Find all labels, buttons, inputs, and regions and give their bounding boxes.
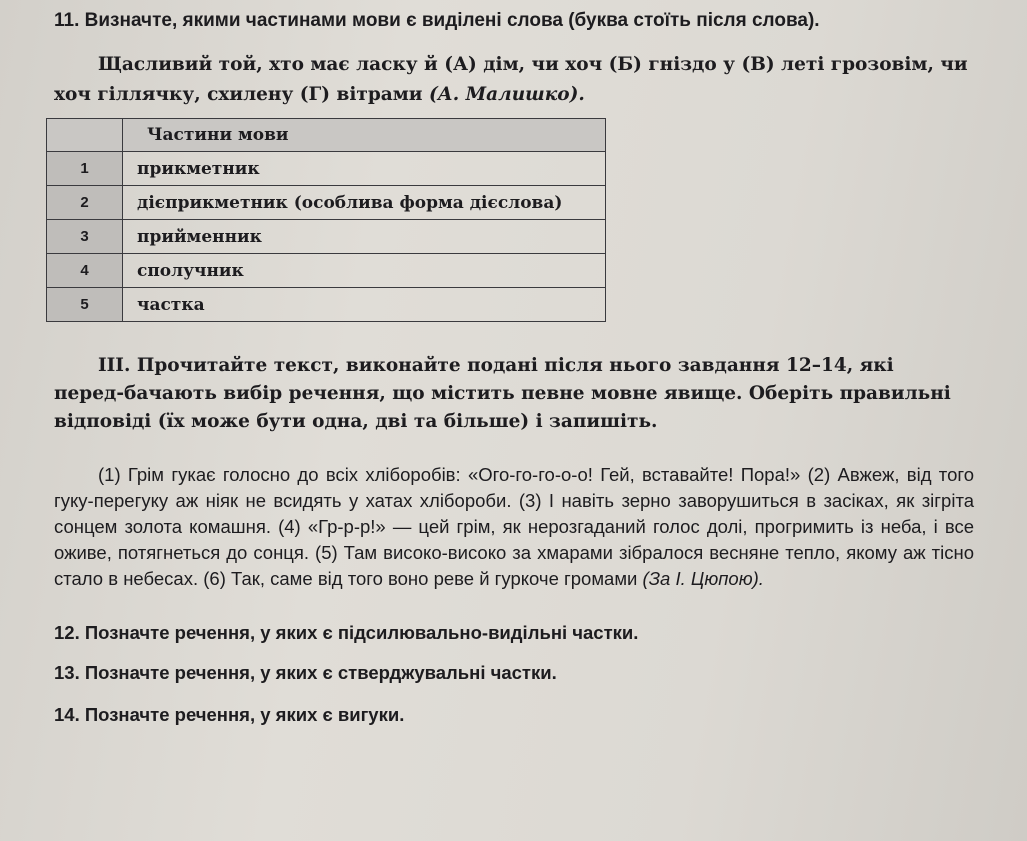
- table-row: [47, 186, 606, 220]
- reading-text-author: (За І. Цюпою).: [642, 568, 764, 589]
- reading-text: [54, 462, 974, 592]
- section-3-instructions: ІІІ. Прочитайте текст, виконайте подані після нього завдання 12–14, які перед-бачають вибір речення, що містить певне мовне явище. Оберіть правильні відповіді (їх може бути одна, дві та більше) і запишіть.: [54, 355, 951, 432]
- sentence-text: Щасливий той, хто має ласку й (А) дім, чи хоч (Б) гніздо у (В) леті грозовім, чи хоч гіллячку, схилену (Г) вітрами: [54, 54, 968, 105]
- table-corner-cell: [47, 119, 123, 152]
- table-header: Частини мови: [123, 119, 606, 152]
- row-number: 4: [47, 254, 123, 288]
- task-11-sentence: [54, 50, 974, 110]
- task-14: 14. Позначте речення, у яких є вигуки.: [54, 704, 405, 725]
- row-label: прийменник: [123, 220, 606, 254]
- row-number: 3: [47, 220, 123, 254]
- task-12: 12. Позначте речення, у яких є підсилювально-видільні частки.: [54, 622, 639, 643]
- table-header-row: [47, 119, 606, 152]
- row-label: прикметник: [123, 152, 606, 186]
- reading-text-body: (1) Грім гукає голосно до всіх хліборобів: «Ого-го-го-о-о! Гей, вставайте! Пора!» (2) Авжеж, від того гуку-перегуку аж ніяк не всидять у хатах хлібороби. (3) І навіть зерно заворушиться в засіках, як зігріта сонцем золота комашня. (4) «Гр-р-р!» — цей грім, як нерозгаданий голос долі, прогримить із неба, і все оживе, потягнеться до сонця. (5) Там високо-високо за хмарами зібралося весняне тепло, якому аж тісно стало в небесах. (6) Так, саме від того воно реве й гуркоче громами: [54, 464, 974, 589]
- table-row: [47, 220, 606, 254]
- table-row: [47, 288, 606, 322]
- row-label: дієприкметник (особлива форма дієслова): [123, 186, 606, 220]
- row-number: 1: [47, 152, 123, 186]
- table-row: [47, 254, 606, 288]
- row-number: 2: [47, 186, 123, 220]
- row-label: сполучник: [123, 254, 606, 288]
- row-number: 5: [47, 288, 123, 322]
- parts-of-speech-table: [46, 118, 606, 322]
- task-11-title: 11. Визначте, якими частинами мови є виділені слова (буква стоїть після слова).: [54, 10, 820, 31]
- table-row: [47, 152, 606, 186]
- sentence-author: (А. Малишко).: [428, 84, 585, 105]
- row-label: частка: [123, 288, 606, 322]
- task-13: 13. Позначте речення, у яких є стверджувальні частки.: [54, 662, 557, 683]
